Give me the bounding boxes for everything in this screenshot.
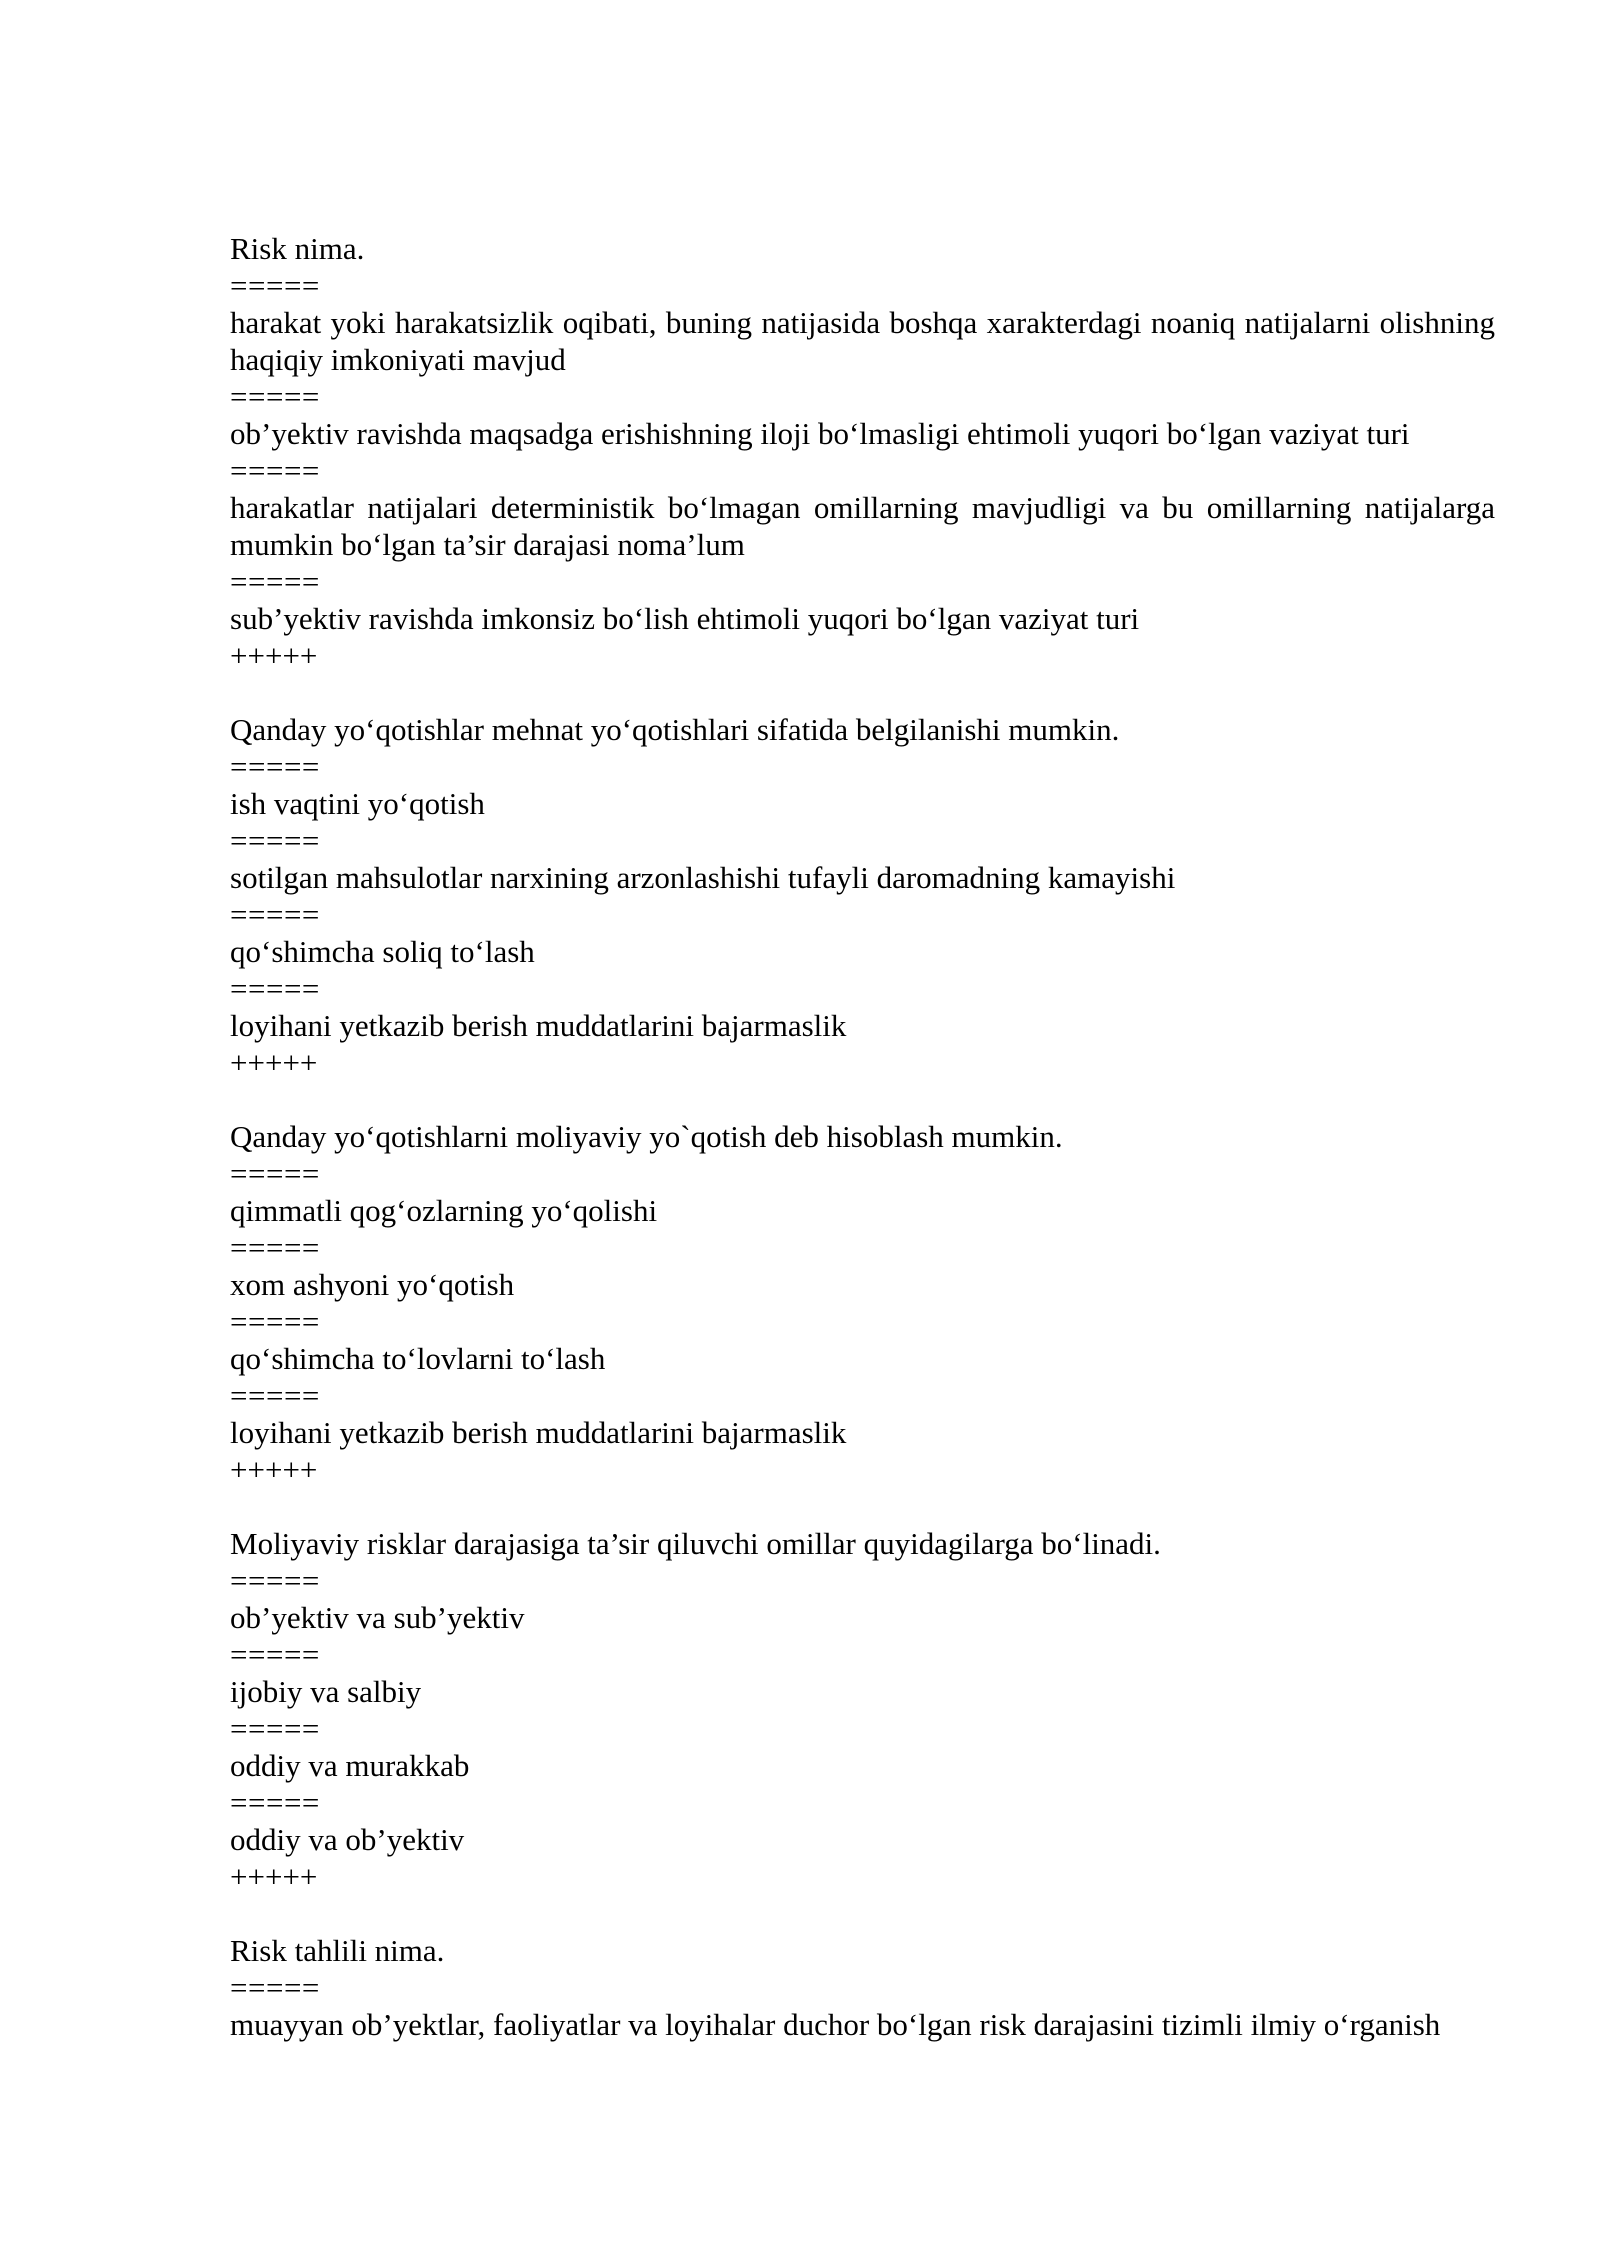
answer-option: qimmatli qog‘ozlarning yo‘qolishi: [230, 1193, 658, 1228]
question-block: [230, 1932, 1495, 2043]
question-end-marker: +++++: [230, 1452, 318, 1487]
document-page: [230, 230, 1495, 2043]
question-block: [230, 1118, 1495, 1488]
question-block: [230, 230, 1495, 674]
answer-option: ish vaqtini yo‘qotish: [230, 786, 485, 821]
answer-separator: =====: [230, 1378, 320, 1413]
answer-option: qo‘shimcha to‘lovlarni to‘lash: [230, 1341, 606, 1376]
answer-option: muayyan ob’yektlar, faoliyatlar va loyihalar duchor bo‘lgan risk darajasini tizimli ilmiy o‘rganish: [230, 2007, 1441, 2042]
answer-separator: =====: [230, 897, 320, 932]
answer-option: loyihani yetkazib berish muddatlarini bajarmaslik: [230, 1008, 847, 1043]
answer-separator: =====: [230, 1304, 320, 1339]
question-end-marker: +++++: [230, 1859, 318, 1894]
answer-separator: =====: [230, 1230, 320, 1265]
answer-option: oddiy va murakkab: [230, 1748, 470, 1783]
answer-separator: =====: [230, 1711, 320, 1746]
question-end-marker: +++++: [230, 638, 318, 673]
answer-option: harakat yoki harakatsizlik oqibati, buning natijasida boshqa xarakterdagi noaniq natijalarni olishning haqiqiy imkoniyati mavjud: [230, 305, 1495, 377]
answer-option: loyihani yetkazib berish muddatlarini bajarmaslik: [230, 1415, 847, 1450]
answer-option: sotilgan mahsulotlar narxining arzonlashishi tufayli daromadning kamayishi: [230, 860, 1176, 895]
answer-separator: =====: [230, 749, 320, 784]
answer-separator: =====: [230, 453, 320, 488]
answer-option: oddiy va ob’yektiv: [230, 1822, 465, 1857]
answer-separator: =====: [230, 1970, 320, 2005]
answer-separator: =====: [230, 1637, 320, 1672]
answer-separator: =====: [230, 1785, 320, 1820]
answer-separator: =====: [230, 564, 320, 599]
question-end-marker: +++++: [230, 1045, 318, 1080]
answer-option: ijobiy va salbiy: [230, 1674, 422, 1709]
question-block: [230, 711, 1495, 1081]
answer-option: harakatlar natijalari deterministik bo‘lmagan omillarning mavjudligi va bu omillarning natijalarga mumkin bo‘lgan ta’sir darajasi noma’lum: [230, 490, 1495, 562]
answer-option: qo‘shimcha soliq to‘lash: [230, 934, 535, 969]
question-text: Moliyaviy risklar darajasiga ta’sir qiluvchi omillar quyidagilarga bo‘linadi.: [230, 1526, 1161, 1561]
question-text: Risk tahlili nima.: [230, 1933, 445, 1968]
question-text: Qanday yo‘qotishlarni moliyaviy yo`qotish deb hisoblash mumkin.: [230, 1119, 1063, 1154]
question-text: Risk nima.: [230, 231, 365, 266]
question-text: Qanday yo‘qotishlar mehnat yo‘qotishlari sifatida belgilanishi mumkin.: [230, 712, 1120, 747]
answer-option: ob’yektiv ravishda maqsadga erishishning iloji bo‘lmasligi ehtimoli yuqori bo‘lgan vaziyat turi: [230, 416, 1410, 451]
answer-separator: =====: [230, 1156, 320, 1191]
answer-separator: =====: [230, 268, 320, 303]
answer-separator: =====: [230, 1563, 320, 1598]
answer-separator: =====: [230, 971, 320, 1006]
answer-option: sub’yektiv ravishda imkonsiz bo‘lish ehtimoli yuqori bo‘lgan vaziyat turi: [230, 601, 1140, 636]
answer-option: ob’yektiv va sub’yektiv: [230, 1600, 525, 1635]
answer-option: xom ashyoni yo‘qotish: [230, 1267, 515, 1302]
question-block: [230, 1525, 1495, 1895]
answer-separator: =====: [230, 379, 320, 414]
answer-separator: =====: [230, 823, 320, 858]
